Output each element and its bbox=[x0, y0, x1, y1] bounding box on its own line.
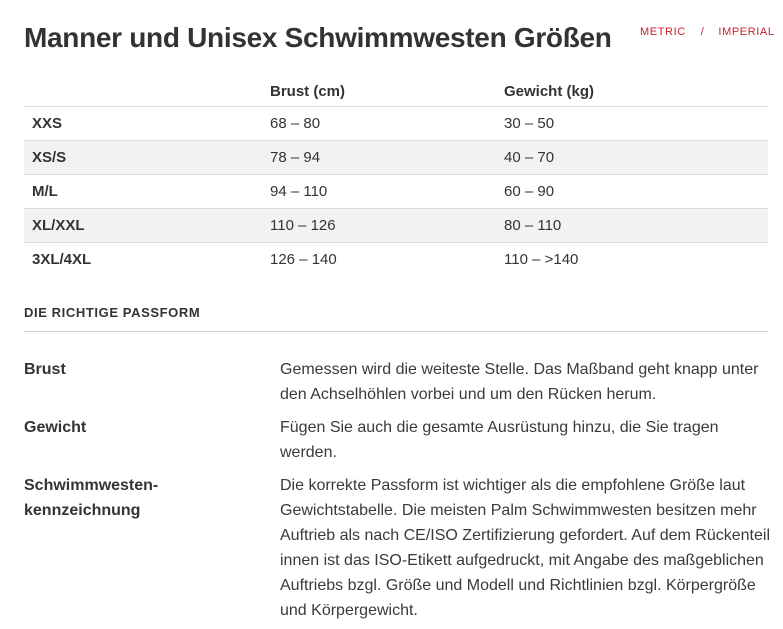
weight-cell: 40 – 70 bbox=[504, 140, 768, 174]
chest-cell: 78 – 94 bbox=[270, 140, 504, 174]
header-size bbox=[24, 76, 270, 106]
weight-cell: 30 – 50 bbox=[504, 106, 768, 140]
fit-description: Gemessen wird die weiteste Stelle. Das Maßband geht knapp unter den Achselhöhlen vorbei und um den Rücken herum. bbox=[280, 361, 759, 403]
size-cell: 3XL/4XL bbox=[32, 250, 92, 268]
chest-cell: 126 – 140 bbox=[270, 250, 337, 268]
size-cell: M/L bbox=[24, 174, 270, 208]
fit-term: Schwimmwesten-kennzeichnung bbox=[24, 477, 159, 519]
fit-description: Fügen Sie auch die gesamte Ausrüstung hinzu, die Sie tragen werden. bbox=[280, 419, 719, 461]
section-divider bbox=[24, 331, 768, 332]
fit-section-heading: DIE RICHTIGE PASSFORM bbox=[24, 305, 201, 320]
table-row bbox=[24, 106, 768, 140]
chest-cell: 94 – 110 bbox=[270, 174, 504, 208]
unit-switch bbox=[640, 26, 775, 38]
table-row bbox=[24, 140, 768, 174]
weight-cell: 60 – 90 bbox=[504, 174, 768, 208]
size-table bbox=[24, 76, 768, 276]
table-row bbox=[24, 174, 768, 208]
fit-term: Gewicht bbox=[24, 419, 87, 436]
metric-link[interactable]: METRIC bbox=[640, 26, 686, 38]
chest-cell: 110 – 126 bbox=[270, 208, 504, 242]
header-weight: Gewicht (kg) bbox=[504, 76, 768, 106]
table-row bbox=[24, 242, 768, 276]
fit-description: Die korrekte Passform ist wichtiger als die empfohlene Größe laut Gewichtstabelle. Die meisten Palm Schwimmwesten besitzen mehr Auftrieb als nach CE/ISO Zertifizierung gefordert. Auf dem Rückenteil innen ist das ISO-Etikett aufgedruckt, mit Angabe des maßgeblichen Auftriebs bzgl. Größe und Modell und Richtlinien bzgl. Körpergröße und Körpergewicht. bbox=[280, 477, 771, 619]
page-title: Manner und Unisex Schwimmwesten Größen bbox=[24, 22, 612, 53]
table-row bbox=[24, 208, 768, 242]
header-chest: Brust (cm) bbox=[270, 76, 504, 106]
size-cell: XS/S bbox=[24, 140, 270, 174]
unit-separator: / bbox=[700, 26, 705, 38]
weight-cell: 80 – 110 bbox=[504, 208, 768, 242]
chest-cell: 68 – 80 bbox=[270, 106, 504, 140]
imperial-link[interactable]: IMPERIAL bbox=[718, 26, 775, 38]
size-table-header bbox=[24, 76, 768, 106]
size-cell: XL/XXL bbox=[24, 208, 270, 242]
weight-cell: 110 – >140 bbox=[504, 250, 579, 268]
fit-term: Brust bbox=[24, 361, 66, 378]
size-cell: XXS bbox=[24, 106, 270, 140]
